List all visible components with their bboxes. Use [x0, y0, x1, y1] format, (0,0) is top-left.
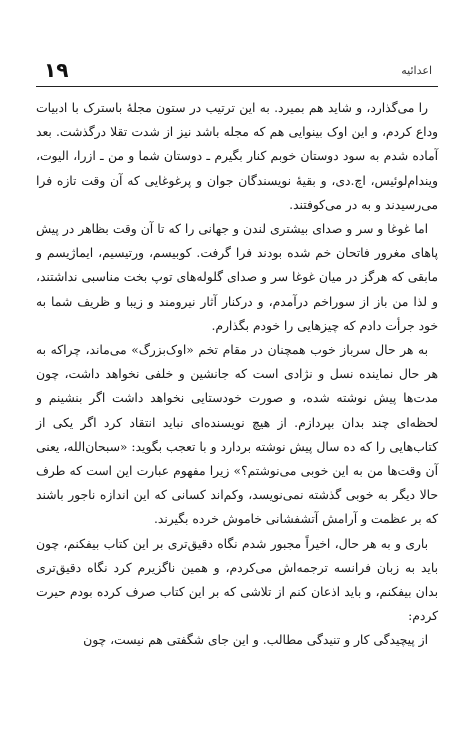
book-page: [36, 58, 438, 738]
paragraph-4: باری و به هر حال، اخیراً مجبور شدم نگاه دقیق‌تری بر این کتاب بیفکنم، چون باید به زبان فرانسه ترجمه‌اش می‌کردم، و همین ناگزیرم کرد نگاه دقیق‌تری بدان بیفکنم، و باید اذعان کنم از تلاشی که بر این کتاب صرف کرده بودم حیرت کردم:: [36, 536, 438, 624]
paragraph-5: از پیچیدگی کار و تنیدگی مطالب. و این جای شگفتی هم نیست، چون: [83, 633, 428, 648]
running-header-title: اعدائيه: [401, 64, 432, 77]
running-header: [36, 58, 438, 86]
paragraph-1: را می‌گذارد، و شاید هم بمیرد. به این ترتیب در ستون مجلهٔ باسترک با ادبیات وداع کردم، و این اوک بینوایی هم که مجله باشد نیز از شدت تقلا درگذشت. بعد آماده شدم به سود دوستان خوبم کنار بگیرم ـ دوستان شما و من ـ ازرا، الیوت، ویندام‌لوئیس، اچ.دی، و بقیهٔ نویسندگان جوان و پرغوغایی که آن وقت تازه فرا می‌رسیدند و به در می‌کوفتند.: [36, 101, 438, 212]
page-number: ۱۹: [44, 58, 69, 82]
paragraph-2: اما غوغا و سر و صدای بیشتری لندن و جهانی را که تا آن وقت بظاهر در پیش پاهای مغرور فاتحان خم شده بودند فرا گرفت. کوبیسم، ورتیسیم، ایماژیسم و مابقی که هرگز در میان غوغا سر و صدای گلوله‌های توپ بخت مناسبی نداشتند، و لذا من باز از سوراخم درآمدم، و درکنار آثار نیرومند و زیبا و ظریف شما به خود جرأت دادم که چیزهایی را خودم بگذارم.: [36, 222, 438, 333]
header-divider: [36, 86, 438, 87]
paragraph-3: به هر حال سرباز خوب همچنان در مقام تخم «اوک‌بزرگ» می‌ماند، چراکه به هر حال نماینده نسل و نژادی است که جانشین و خلفی نخواهد داشت، چون مدت‌ها پیش نوشته شده، و صورت خودستایی نخواهد داشت اگر بنشینم و لحظه‌ای چند بدان بپردازم. از هیچ نویسنده‌ای نباید انتقاد کرد اگر یکی از کتاب‌هایی را که ده سال پیش نوشته بردارد و با تعجب بگوید: «سبحان‌الله، یعنی آن وقت‌ها من به این خوبی می‌نوشتم؟» زیرا مفهوم عبارت این است که طرف حالا دیگر به خوبی گذشته نمی‌نویسد، وکم‌اند کسانی که این اندازه ناجور باشند که بر عظمت و آرامش آتشفشانی خاموش خرده بگیرند.: [36, 343, 438, 527]
body-text: [36, 96, 438, 653]
